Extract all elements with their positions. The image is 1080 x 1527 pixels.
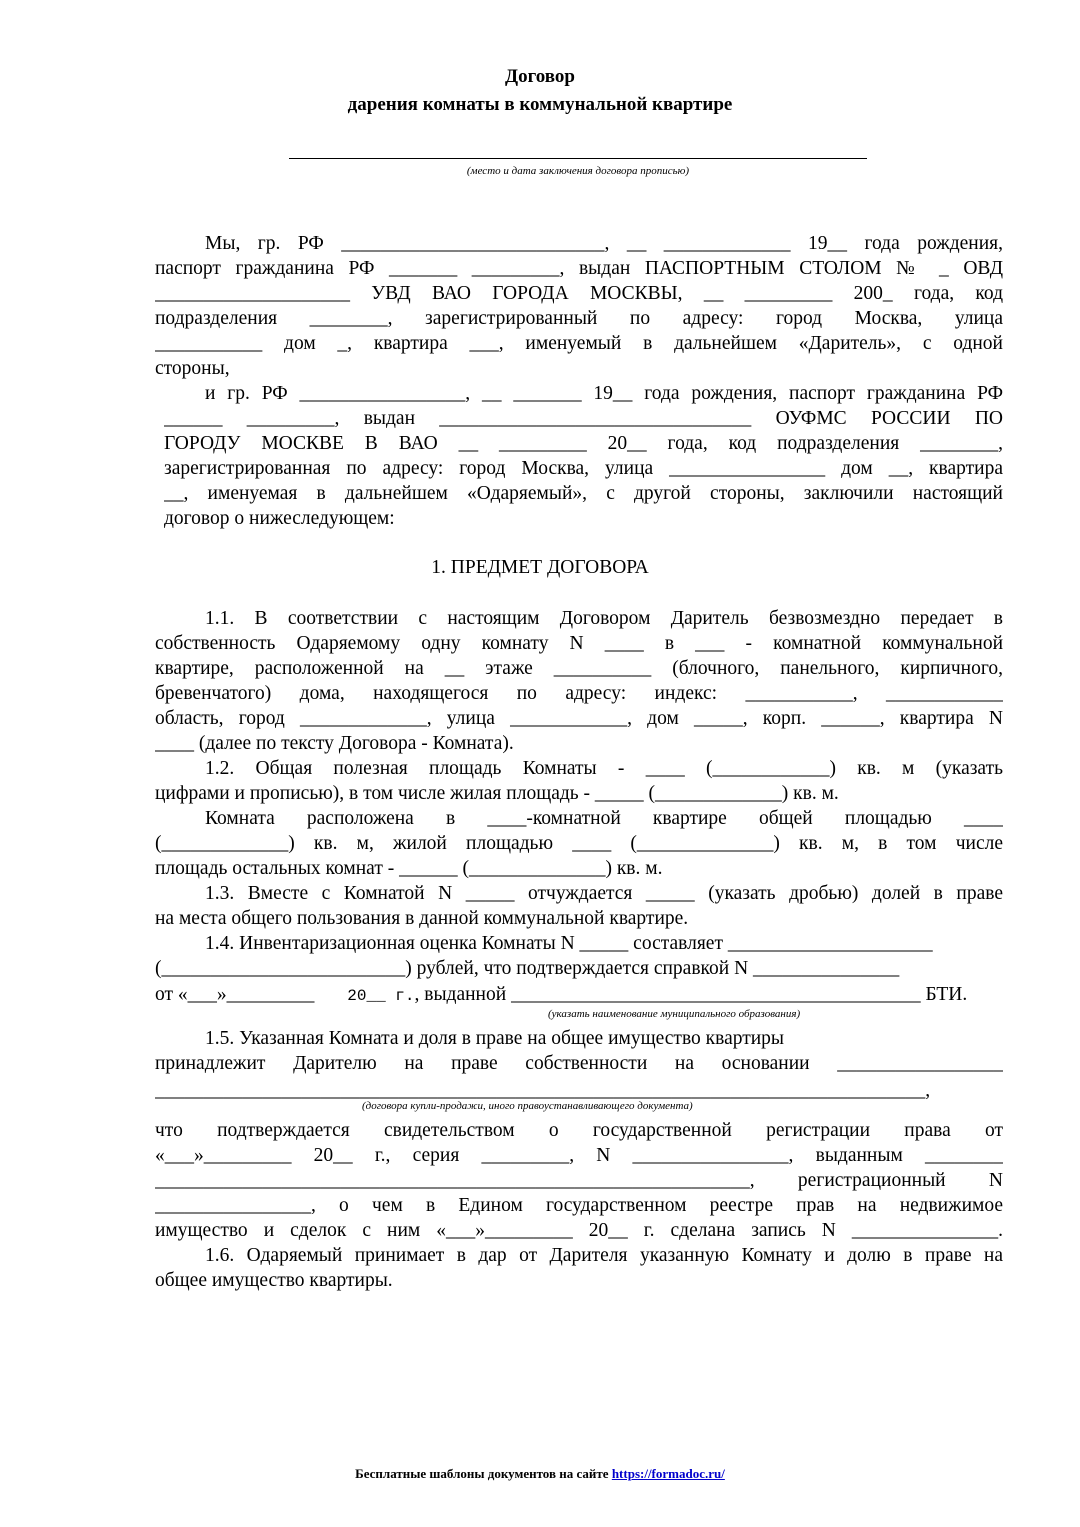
- clause-line: 1.1. В соответствии с настоящим Договором Даритель безвозмездно передает в: [205, 608, 1003, 629]
- bti-date-prefix: от «___»_________: [155, 984, 315, 1005]
- clause-line: что подтверждается свидетельством о государственной регистрации права от: [155, 1120, 1003, 1141]
- clause-line: 1.6. Одаряемый принимает в дар от Дарителя указанную Комнату и долю в праве на: [205, 1245, 1003, 1266]
- clause-line: квартире, расположенной на __ этаже __________ (блочного, панельного, кирпичного,: [155, 658, 1003, 679]
- party2-line: зарегистрированная по адресу: город Москва, улица ________________ дом __, квартира: [164, 458, 1003, 479]
- clause-line: бревенчатого) дома, находящегося по адресу: индекс: ___________, ____________: [155, 683, 1003, 704]
- clause-line: цифрами и прописью), в том числе жилая площадь - _____ (_____________) кв. м.: [155, 783, 839, 804]
- clause-line: имущество и сделок с ним «___»_________ 20__ г. сделана запись N _______________.: [155, 1220, 1003, 1241]
- place-date-line: [289, 158, 867, 159]
- clause-line: 1.4. Инвентаризационная оценка Комнаты N _____ составляет _____________________: [205, 933, 933, 954]
- clause-line: область, город _____________, улица ____________, дом _____, корп. ______, квартира N: [155, 708, 1003, 729]
- bti-issued: , выданной: [414, 984, 507, 1005]
- party1-line: стороны,: [155, 358, 230, 379]
- clause-line: 1.5. Указанная Комната и доля в праве на общее имущество квартиры: [205, 1028, 785, 1049]
- clause-line: ________________, о чем в Едином государственном реестре прав на недвижимое: [155, 1195, 1003, 1216]
- party2-line: и гр. РФ _________________, __ _______ 19__ года рождения, паспорт гражданина РФ: [205, 383, 1003, 404]
- clause-line: 1.2. Общая полезная площадь Комнаты - ____ (____________) кв. м (указать: [205, 758, 1003, 779]
- clause-line: (_________________________) рублей, что подтверждается справкой N _______________: [155, 958, 900, 979]
- party1-line: подразделения ________, зарегистрированный по адресу: город Москва, улица: [155, 308, 1003, 329]
- clause-line: на места общего пользования в данной коммунальной квартире.: [155, 908, 689, 929]
- place-date-caption: (место и дата заключения договора прописью): [466, 165, 690, 177]
- clause-line: _______________________________________________________________________________,: [155, 1080, 931, 1101]
- clause-line: общее имущество квартиры.: [155, 1270, 393, 1291]
- footer-text: Бесплатные шаблоны документов на сайте: [355, 1466, 609, 1481]
- party1-line: ___________ дом _, квартира ___, именуемый в дальнейшем «Даритель», с одной: [155, 333, 1003, 354]
- party1-line: ____________________ УВД ВАО ГОРОДА МОСКВЫ, __ _________ 200_ года, код: [155, 283, 1003, 304]
- section-heading: 1. ПРЕДМЕТ ДОГОВОРА: [431, 557, 649, 578]
- clause-line: собственность Одаряемому одну комнату N ____ в ___ - комнатной коммунальной: [155, 633, 1003, 654]
- bti-suffix: БТИ.: [925, 984, 968, 1005]
- party2-line: __, именуемая в дальнейшем «Одаряемый», с другой стороны, заключили настоящий: [164, 483, 1003, 504]
- clause-line: Комната расположена в ____-комнатной квартире общей площадью ____: [205, 808, 1003, 829]
- clause-line: _____________________________________________________________, регистрационный N: [155, 1170, 1003, 1191]
- clause-line: 1.3. Вместе с Комнатой N _____ отчуждается _____ (указать дробью) долей в праве: [205, 883, 1003, 904]
- document-title: Договор: [505, 66, 575, 87]
- bti-line: [155, 982, 995, 1007]
- party2-line: ______ _________, выдан ________________________________ ОУФМС РОССИИ ПО: [164, 408, 1003, 429]
- party2-line: договор о нижеследующем:: [164, 508, 395, 529]
- clause-line: «___»_________ 20__ г., серия _________, N ________________, выданным ________: [155, 1145, 1003, 1166]
- clause-line: (_____________) кв. м, жилой площадью ____ (______________) кв. м, в том числе: [155, 833, 1003, 854]
- municipal-note: (указать наименование муниципального образования): [548, 1008, 801, 1020]
- document-subtitle: дарения комнаты в коммунальной квартире: [347, 94, 733, 115]
- footer: [0, 1466, 1080, 1482]
- bti-year: 20__ г.: [347, 987, 415, 1005]
- footer-link[interactable]: https://formadoc.ru/: [611, 1466, 725, 1481]
- document-note: (договора купли-продажи, иного правоустанавливающего документа): [362, 1100, 693, 1112]
- party1-line: Мы, гр. РФ ___________________________, __ _____________ 19__ года рождения,: [205, 233, 1003, 254]
- party1-line: паспорт гражданина РФ _______ _________, выдан ПАСПОРТНЫМ СТОЛОМ № _ ОВД: [155, 258, 1003, 279]
- bti-blank: __________________________________________: [511, 984, 921, 1005]
- clause-line: ____ (далее по тексту Договора - Комната).: [155, 733, 514, 754]
- clause-line: принадлежит Дарителю на праве собственности на основании _________________: [155, 1053, 1003, 1074]
- clause-line: площадь остальных комнат - ______ (______________) кв. м.: [155, 858, 663, 879]
- party2-line: ГОРОДУ МОСКВЕ В ВАО __ _________ 20__ года, код подразделения ________,: [164, 433, 1003, 454]
